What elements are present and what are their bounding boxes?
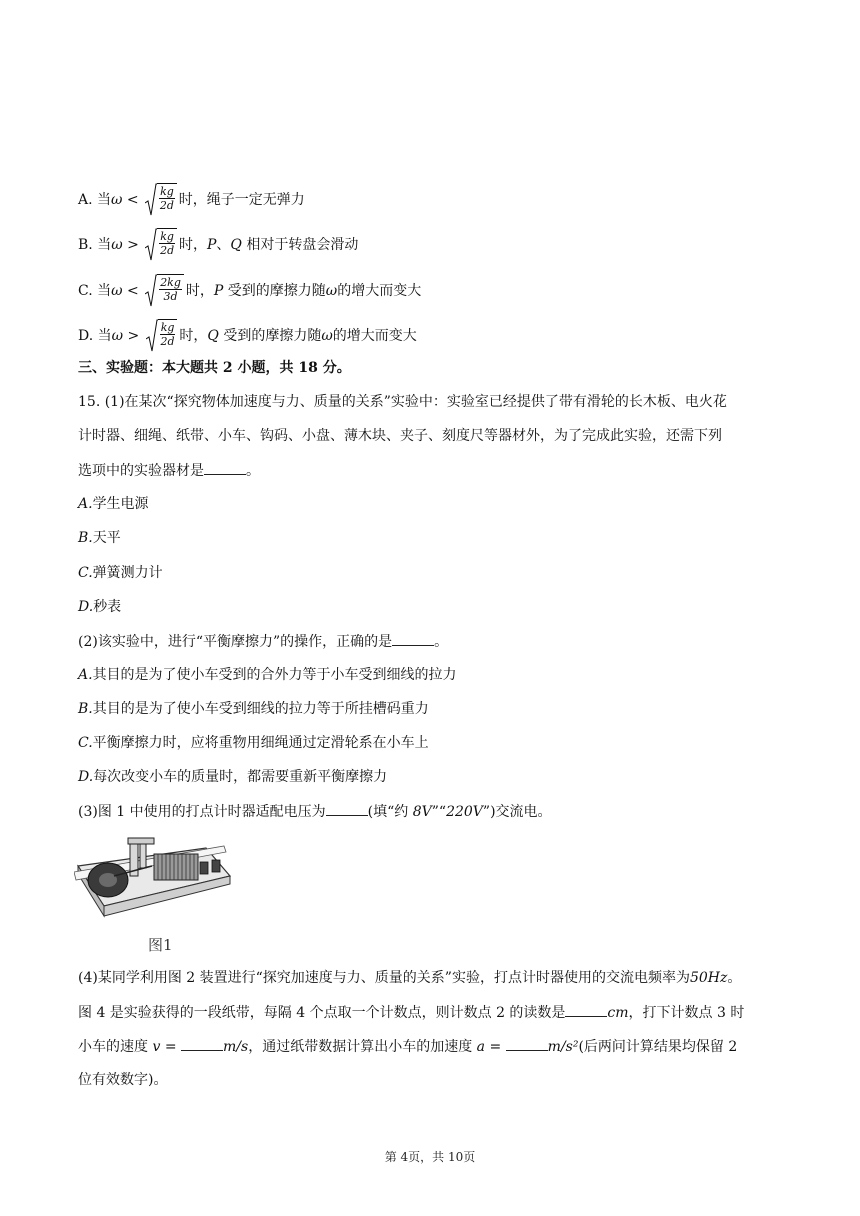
- answer-blank: [506, 1036, 548, 1051]
- q15-part-3: (3)图 1 中使用的打点计时器适配电压为 (填“约 8V”“220V”)交流电。: [78, 801, 552, 822]
- sqrt-fraction: $\frac{2kg}{3d}$: [145, 274, 184, 308]
- q15-part-2: (2)该实验中，进行“平衡摩擦力”的操作，正确的是 。: [78, 631, 448, 652]
- q15-part-4-line-1: (4)某同学利用图 2 装置进行“探究加速度与力、质量的关系”实验，打点计时器使用的交流电频率为50Hz。: [78, 970, 742, 986]
- timer-apparatus-figure: [74, 836, 234, 918]
- choice-b: B.其目的是为了使小车受到细线的拉力等于所挂槽码重力: [78, 701, 429, 717]
- q15-line-3: 选项中的实验器材是 。: [78, 460, 260, 481]
- answer-blank: [181, 1036, 223, 1051]
- q15-part-4-line-4: 位有效数字)。: [78, 1072, 168, 1088]
- sqrt-fraction: $\frac{kg}{2d}$: [145, 228, 177, 262]
- option-c: C. 当ω < $\frac{2kg}{3d}$ 时，P 受到的摩擦力随ω的增大而变大: [78, 274, 421, 308]
- answer-blank: [326, 801, 368, 816]
- sqrt-fraction: $\frac{kg}{2d}$: [145, 183, 177, 217]
- q15-line-1: 15. (1)在某次“探究物体加速度与力、质量的关系”实验中：实验室已经提供了带有滑轮的长木板、电火花: [78, 394, 727, 410]
- option-b: B. 当ω > $\frac{kg}{2d}$ 时，P、Q 相对于转盘会滑动: [78, 228, 358, 262]
- choice-d: D.秒表: [78, 599, 122, 615]
- choice-a: A.学生电源: [78, 496, 149, 512]
- option-a: A. 当ω < $\frac{kg}{2d}$ 时，绳子一定无弹力: [78, 183, 305, 217]
- q15-part-4-line-3: 小车的速度 v = m/s，通过纸带数据计算出小车的加速度 a = m/s²(后两问计算结果均保留 2: [78, 1036, 737, 1057]
- answer-blank: [565, 1002, 607, 1017]
- q15-line-2: 计时器、细绳、纸带、小车、钩码、小盘、薄木块、夹子、刻度尺等器材外，为了完成此实验，还需下列: [78, 428, 722, 444]
- figure-caption: 图1: [148, 936, 173, 954]
- sqrt-fraction: $\frac{kg}{2d}$: [146, 319, 178, 353]
- choice-b: B.天平: [78, 530, 121, 546]
- choice-a: A.其目的是为了使小车受到的合外力等于小车受到细线的拉力: [78, 667, 457, 683]
- option-d: D. 当ω > $\frac{kg}{2d}$ 时，Q 受到的摩擦力随ω的增大而变大: [78, 319, 417, 353]
- choice-d: D.每次改变小车的质量时，都需要重新平衡摩擦力: [78, 769, 388, 785]
- answer-blank: [392, 631, 434, 646]
- choice-c: C.平衡摩擦力时，应将重物用细绳通过定滑轮系在小车上: [78, 735, 429, 751]
- q15-part-4-line-2: 图 4 是实验获得的一段纸带，每隔 4 个点取一个计数点，则计数点 2 的读数是 cm，打下计数点 3 时: [78, 1002, 744, 1023]
- choice-c: C.弹簧测力计: [78, 565, 163, 581]
- section-heading: 三、实验题：本大题共 2 小题，共 18 分。: [78, 360, 351, 376]
- page-footer: 第 4页，共 10页: [384, 1150, 476, 1164]
- answer-blank: [204, 460, 246, 475]
